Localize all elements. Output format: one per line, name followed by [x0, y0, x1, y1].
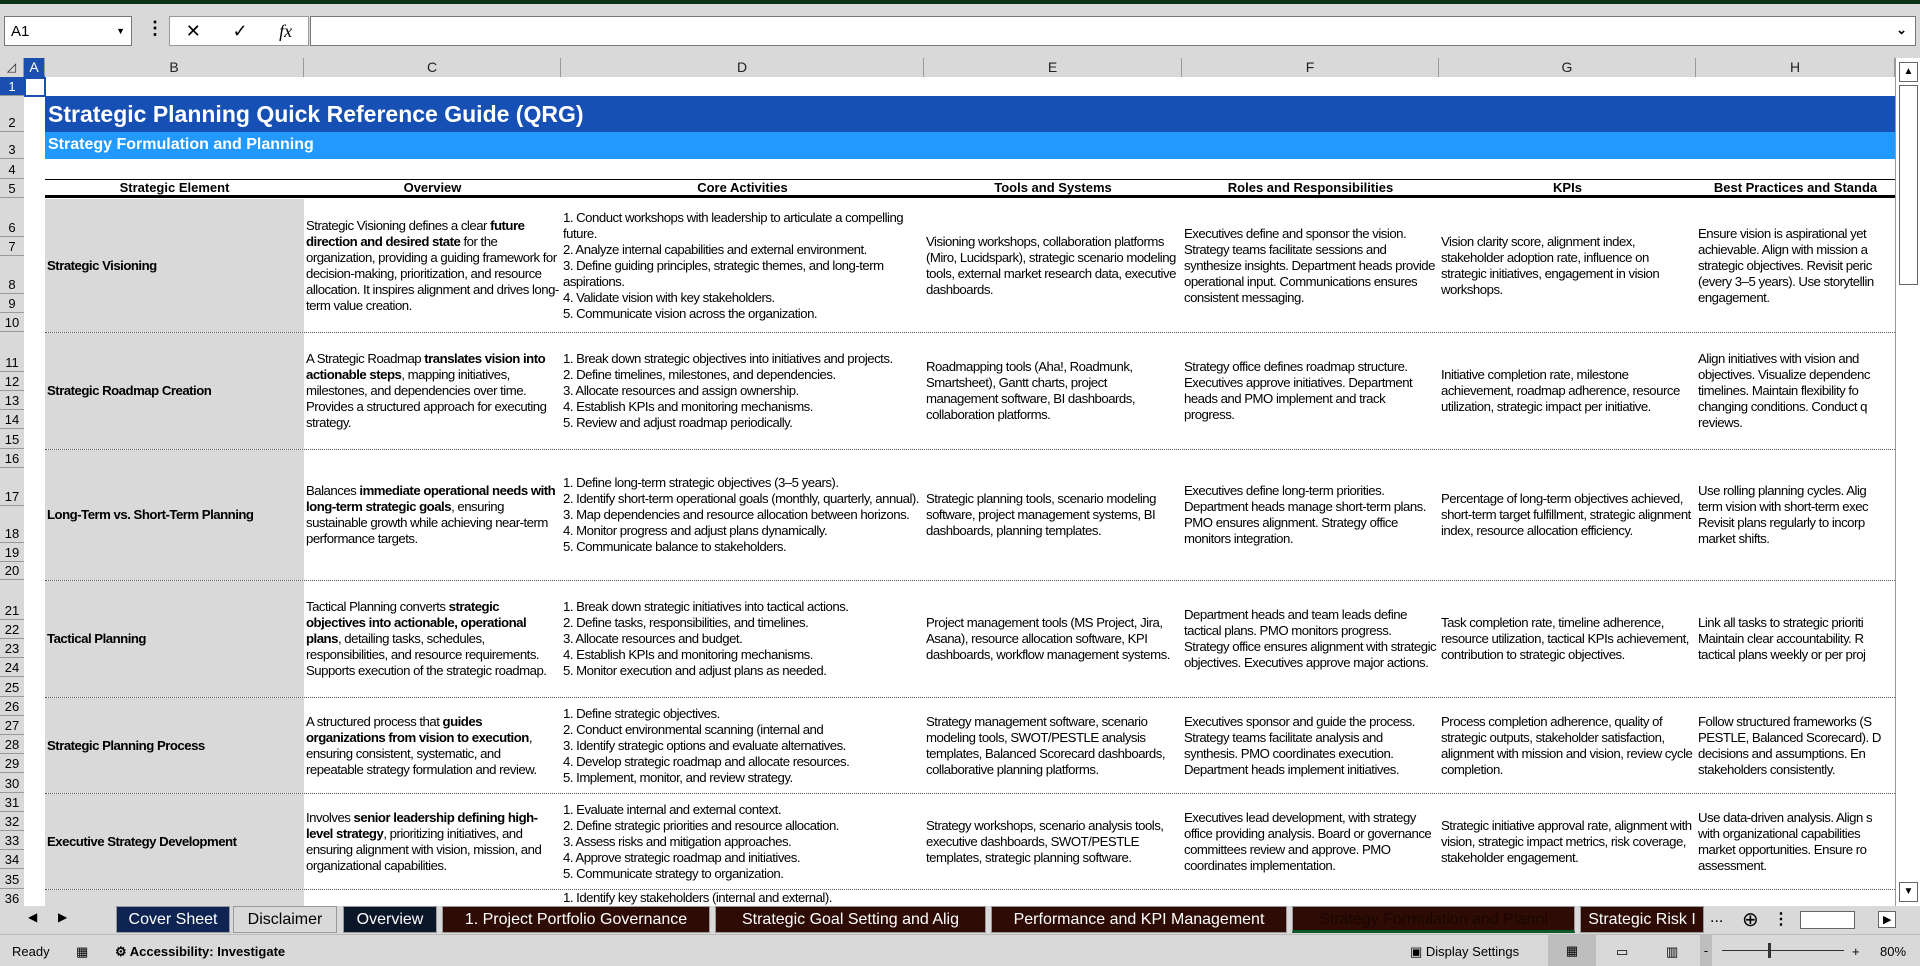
activity-item: 2. Define strategic priorities and resource allocation.: [563, 817, 839, 833]
row-header-24[interactable]: 24: [0, 658, 24, 677]
tools-cell[interactable]: [924, 890, 1182, 906]
header-overview: Overview: [403, 180, 462, 195]
activity-item: 4. Approve strategic roadmap and initiatives.: [563, 849, 800, 865]
activity-item: 1. Conduct workshops with leadership to articulate a compelling future.: [563, 209, 904, 241]
overview-cell[interactable]: [304, 794, 561, 889]
section-subtitle: Strategy Formulation and Planning: [45, 132, 1895, 159]
overview-bold-text: future direction and desired state: [306, 217, 525, 249]
status-ready: Ready: [12, 944, 50, 959]
row-header-29[interactable]: 29: [0, 754, 24, 773]
accessibility-icon: ⚙: [115, 944, 130, 959]
activity-item: 3. Allocate resources and budget.: [563, 631, 743, 646]
activity-item: 2. Analyze internal capabilities and external environment.: [563, 241, 867, 257]
roles-cell[interactable]: [1182, 698, 1439, 793]
activity-item: 1. Define long-term strategic objectives (3–5 years).: [563, 475, 839, 490]
activity-item: 4. Develop strategic roadmap and allocate resources.: [563, 753, 850, 769]
row-header-33[interactable]: 33: [0, 831, 24, 850]
insert-function-icon[interactable]: fx: [279, 20, 293, 41]
activity-item: 5. Communicate balance to stakeholders.: [563, 539, 787, 554]
best-practices-cell-text: Align initiatives with vision and objectives. Visualize dependenc timelines. Maintain flexibility fo changing conditions. Conduct q reviews.: [1698, 351, 1870, 430]
element-cell[interactable]: [45, 333, 304, 449]
activity-item: 1. Define strategic objectives.: [563, 705, 720, 721]
column-header-g[interactable]: G: [1439, 58, 1696, 77]
column-header-e[interactable]: E: [924, 58, 1182, 77]
kpis-cell-text: Process completion adherence, quality of strategic outputs, stakeholder satisfaction, alignment with mission and vision, review cycle completion.: [1441, 713, 1693, 777]
activity-item: 1. Evaluate internal and external context.: [563, 801, 781, 817]
row-header-22[interactable]: 22: [0, 620, 24, 639]
zoom-slider[interactable]: [1722, 950, 1844, 951]
activity-item: 1. Break down strategic objectives into initiatives and projects.: [563, 351, 893, 366]
enter-icon[interactable]: ✓: [232, 20, 248, 41]
add-sheet-icon[interactable]: ⊕: [1742, 909, 1759, 931]
header-kpis: KPIs: [1553, 180, 1582, 195]
guide-title: Strategic Planning Quick Reference Guide (QRG): [45, 96, 1895, 132]
overview-text: for the organization, providing a guiding framework for decision-making, prioritization, and resource allocation. It inspires alignment and drives long-term value creation.: [306, 233, 559, 313]
overview-text: Strategic Visioning defines a clear: [306, 217, 491, 233]
horizontal-scrollbar[interactable]: [1800, 911, 1855, 929]
roles-cell-text: Executives define long-term priorities. Department heads manage short-term plans. PMO ensures alignment. Strategy office monitors integration.: [1184, 483, 1426, 546]
kpis-cell[interactable]: [1439, 333, 1696, 449]
kpis-cell-text: Strategic initiative approval rate, alignment with vision, strategic impact metrics, risk coverage, stakeholder engagement.: [1441, 817, 1692, 865]
activity-item: 4. Monitor progress and adjust plans dynamically.: [563, 523, 828, 538]
tools-cell[interactable]: [924, 698, 1182, 793]
row-header-2[interactable]: 2: [0, 96, 24, 132]
best-practices-cell-text: Link all tasks to strategic prioriti Maintain clear accountability. R tactical plans weekly or per proj: [1698, 615, 1866, 662]
name-box-value: A1: [11, 23, 30, 40]
zoom-in-button[interactable]: +: [1852, 944, 1860, 959]
row-header-9[interactable]: 9: [0, 294, 24, 313]
element-cell-text: Strategic Roadmap Creation: [47, 383, 212, 398]
scroll-down-icon[interactable]: ▼: [1899, 882, 1918, 902]
row-header-8[interactable]: 8: [0, 256, 24, 294]
element-cell-text: Tactical Planning: [47, 631, 146, 646]
tools-cell[interactable]: [924, 794, 1182, 889]
macro-record-icon[interactable]: ▦: [76, 944, 89, 959]
tools-cell[interactable]: [924, 581, 1182, 697]
tools-cell-text: Strategic planning tools, scenario modeling software, project management systems, BI dashboards, planning templates.: [926, 491, 1156, 538]
header-best-practices: Best Practices and Standa: [1713, 180, 1878, 195]
kpis-cell[interactable]: [1439, 581, 1696, 697]
column-header-b[interactable]: B: [45, 58, 304, 77]
table-row: [45, 199, 1895, 333]
row-header-20[interactable]: 20: [0, 562, 24, 580]
table-row: [45, 890, 1895, 906]
roles-cell-text: Executives sponsor and guide the process. Strategy teams facilitate analysis and synthesis. PMO coordinates execution. Department heads implement initiatives.: [1184, 713, 1415, 777]
name-box[interactable]: [4, 16, 132, 46]
activity-item: 4. Validate vision with key stakeholders.: [563, 289, 775, 305]
zoom-level[interactable]: 80%: [1880, 944, 1907, 959]
overview-cell[interactable]: [304, 890, 561, 906]
sheet-tab[interactable]: Performance and KPI Management: [991, 906, 1287, 933]
table-row: [45, 333, 1895, 450]
row-header-30[interactable]: 30: [0, 773, 24, 793]
header-roles: Roles and Responsibilities: [1227, 180, 1394, 195]
column-header-d[interactable]: D: [561, 58, 924, 77]
page-break-view-icon[interactable]: ▥: [1666, 944, 1679, 959]
row-header-16[interactable]: 16: [0, 449, 24, 468]
table-row: [45, 581, 1895, 698]
element-cell[interactable]: [45, 890, 304, 906]
activities-cell[interactable]: [561, 698, 924, 793]
row-header-3[interactable]: 3: [0, 132, 24, 159]
best-practices-cell[interactable]: [1696, 333, 1895, 449]
activity-item: 1. Identify key stakeholders (internal and external).: [563, 890, 832, 905]
column-headers: [0, 58, 1895, 77]
row-headers: [0, 77, 24, 906]
kpis-cell[interactable]: [1439, 890, 1696, 906]
header-core-activities: Core Activities: [697, 180, 788, 195]
sheet-tab-bar: [0, 906, 1920, 934]
scroll-thumb[interactable]: [1899, 85, 1918, 285]
roles-cell-text: Executives define and sponsor the vision. Strategy teams facilitate sessions and synthesize insights. Department heads provide operational input. Communications ensures consistent messaging.: [1184, 225, 1435, 305]
row-header-1[interactable]: 1: [0, 77, 24, 96]
tools-cell-text: Strategy management software, scenario modeling tools, SWOT/PESTLE analysis templates, Balanced Scorecard dashboards, collaborative planning platforms.: [926, 713, 1166, 777]
status-bar: [0, 934, 1920, 966]
element-cell[interactable]: [45, 199, 304, 332]
activity-item: 2. Identify short-term operational goals (monthly, quarterly, annual).: [563, 491, 919, 506]
more-icon[interactable]: ⋮: [146, 18, 164, 38]
header-tools: Tools and Systems: [994, 180, 1112, 195]
best-practices-cell[interactable]: [1696, 199, 1895, 332]
kpis-cell[interactable]: [1439, 199, 1696, 332]
activity-item: 5. Communicate vision across the organization.: [563, 305, 818, 321]
overview-text: Balances: [306, 483, 360, 498]
row-header-10[interactable]: 10: [0, 313, 24, 332]
worksheet-grid[interactable]: [24, 77, 1895, 906]
roles-cell[interactable]: [1182, 794, 1439, 889]
next-sheet-icon[interactable]: ▶: [58, 910, 68, 924]
element-cell-text: Strategic Visioning: [47, 257, 157, 273]
activities-cell[interactable]: [561, 450, 924, 580]
roles-cell[interactable]: [1182, 450, 1439, 580]
overview-text: , ensuring sustainable growth while achieving near-term performance targets.: [306, 499, 548, 546]
row-header-27[interactable]: 27: [0, 716, 24, 735]
best-practices-cell[interactable]: [1696, 450, 1895, 580]
select-all-button[interactable]: ◿: [0, 58, 24, 77]
activity-item: 3. Map dependencies and resource allocation between horizons.: [563, 507, 910, 522]
element-cell[interactable]: [45, 698, 304, 793]
overview-bold-text: guides organizations from vision to execution: [306, 713, 529, 745]
column-header-f[interactable]: F: [1182, 58, 1439, 77]
roles-cell[interactable]: [1182, 333, 1439, 449]
activity-item: 5. Monitor execution and adjust plans as needed.: [563, 663, 827, 678]
overview-text: , detailing tasks, schedules, responsibilities, and resource requirements. Supports execution of the strategic roadmap.: [306, 631, 547, 678]
element-cell-text: Strategic Planning Process: [47, 737, 205, 753]
display-settings-label: Display Settings: [1425, 944, 1520, 959]
element-cell-text: Executive Strategy Development: [47, 833, 237, 849]
table-row: [45, 794, 1895, 890]
row-header-14[interactable]: 14: [0, 410, 24, 429]
roles-cell-text: Department heads and team leads define tactical plans. PMO monitors progress. Strategy office ensures alignment with strategic objectives. Executives approve major actions.: [1184, 607, 1437, 670]
row-header-15[interactable]: 15: [0, 429, 24, 449]
overview-bold-text: immediate operational needs with long-term strategic goals: [306, 483, 556, 514]
row-header-6[interactable]: 6: [0, 198, 24, 237]
activity-item: 2. Define timelines, milestones, and dependencies.: [563, 367, 836, 382]
more-sheets[interactable]: ...: [1710, 909, 1724, 926]
overview-text: Tactical Planning converts: [306, 599, 449, 614]
activities-cell[interactable]: [561, 890, 924, 906]
formula-buttons: [169, 16, 309, 46]
expand-formula-icon[interactable]: ⌄: [1896, 22, 1907, 37]
scroll-right-icon[interactable]: ▶: [1878, 911, 1896, 928]
activity-item: 3. Identify strategic options and evaluate alternatives.: [563, 737, 846, 753]
sheet-tab[interactable]: Overview: [343, 906, 437, 933]
activity-item: 5. Implement, monitor, and review strategy.: [563, 769, 793, 785]
table-body: [45, 199, 1895, 906]
title-bar: [0, 0, 1920, 4]
sheet-tab[interactable]: 1. Project Portfolio Governance: [442, 906, 710, 933]
activities-cell[interactable]: [561, 199, 924, 332]
overview-cell[interactable]: [304, 333, 561, 449]
roles-cell-text: Executives lead development, with strategy office providing analysis. Board or governance committees review and approve. PMO coordinates implementation.: [1184, 809, 1432, 873]
roles-cell[interactable]: [1182, 199, 1439, 332]
sheet-tab[interactable]: Strategic Risk I: [1580, 906, 1704, 933]
tools-cell[interactable]: [924, 450, 1182, 580]
row-header-18[interactable]: 18: [0, 506, 24, 543]
scroll-up-icon[interactable]: ▲: [1899, 62, 1918, 82]
row-header-17[interactable]: 17: [0, 468, 24, 506]
overview-text: , ensuring consistent, systematic, and repeatable strategy formulation and review.: [306, 729, 537, 777]
column-header-a[interactable]: A: [24, 58, 45, 77]
best-practices-cell-text: Ensure vision is aspirational yet achievable. Align with mission a strategic objectives. Revisit peric (every 3–5 years). Use storytellin engagement.: [1698, 225, 1874, 305]
row-header-12[interactable]: 12: [0, 372, 24, 391]
row-header-19[interactable]: 19: [0, 543, 24, 562]
sheet-tab[interactable]: Strategy Formulation and Planni: [1292, 906, 1575, 933]
tools-cell-text: Visioning workshops, collaboration platforms (Miro, Lucidspark), strategic scenario modeling tools, external market research data, executive dashboards.: [926, 233, 1176, 297]
activity-item: 2. Conduct environmental scanning (internal and: [563, 721, 824, 737]
kpis-cell-text: Task completion rate, timeline adherence, resource utilization, tactical KPIs achievement, contribution to strategic objectives.: [1441, 615, 1689, 662]
best-practices-cell[interactable]: [1696, 890, 1895, 906]
best-practices-cell-text: Use rolling planning cycles. Alig term vision with short-term exec Revisit plans regularly to incorp market shifts.: [1698, 483, 1869, 546]
row-header-26[interactable]: 26: [0, 697, 24, 716]
activity-item: 3. Allocate resources and assign ownership.: [563, 383, 799, 398]
tools-cell[interactable]: [924, 199, 1182, 332]
element-cell[interactable]: [45, 450, 304, 580]
overview-bold-text: strategic objectives into actionable, operational plans: [306, 599, 527, 646]
row-header-23[interactable]: 23: [0, 639, 24, 658]
activity-item: 5. Review and adjust roadmap periodically.: [563, 415, 793, 430]
formula-input[interactable]: [310, 16, 1916, 46]
more-icon[interactable]: ⋮: [1773, 911, 1789, 928]
overview-cell[interactable]: [304, 199, 561, 332]
kpis-cell-text: Vision clarity score, alignment index, stakeholder adoption rate, influence on strategic initiatives, engagement in vision workshops.: [1441, 233, 1660, 297]
element-cell[interactable]: [45, 581, 304, 697]
activities-cell[interactable]: [561, 794, 924, 889]
row-header-32[interactable]: 32: [0, 812, 24, 831]
row-header-21[interactable]: 21: [0, 580, 24, 620]
kpis-cell-text: Percentage of long-term objectives achieved, short-term target fulfillment, strategic alignment index, resource allocation efficiency.: [1441, 491, 1691, 538]
row-header-36[interactable]: 36: [0, 889, 24, 906]
best-practices-cell[interactable]: [1696, 581, 1895, 697]
normal-view-icon[interactable]: ▦: [1548, 935, 1596, 966]
roles-cell-text: Strategy office defines roadmap structure. Executives approve initiatives. Department heads and PMO implement and track progress.: [1184, 359, 1413, 422]
sheet-tab[interactable]: Disclaimer: [233, 906, 337, 933]
zoom-slider-thumb[interactable]: [1768, 943, 1771, 958]
kpis-cell-text: Initiative completion rate, milestone achievement, roadmap adherence, resource utilization, strategic impact per initiative.: [1441, 367, 1680, 414]
active-cell-a1[interactable]: [24, 77, 46, 97]
overview-text: Involves: [306, 809, 354, 825]
overview-text: A structured process that: [306, 713, 443, 729]
display-settings[interactable]: [1410, 944, 1519, 960]
table-row: [45, 698, 1895, 794]
activity-item: 4. Establish KPIs and monitoring mechanisms.: [563, 399, 813, 414]
overview-cell[interactable]: [304, 581, 561, 697]
activity-item: 2. Define tasks, responsibilities, and timelines.: [563, 615, 809, 630]
best-practices-cell[interactable]: [1696, 698, 1895, 793]
row-header-4[interactable]: 4: [0, 159, 24, 179]
element-cell[interactable]: [45, 794, 304, 889]
overview-bold-text: translates vision into actionable steps: [306, 351, 546, 382]
overview-text: , prioritizing initiatives, and ensuring alignment with vision, mission, and organizational capabilities.: [306, 825, 542, 873]
tools-cell-text: Project management tools (MS Project, Jira, Asana), resource allocation software, KPI dashboards, workflow management systems.: [926, 615, 1170, 662]
cancel-icon[interactable]: ✕: [185, 20, 201, 41]
activity-item: 1. Break down strategic initiatives into tactical actions.: [563, 599, 849, 614]
overview-text: , mapping initiatives, milestones, and dependencies over time. Provides a structured approach for executing strategy.: [306, 367, 547, 430]
kpis-cell[interactable]: [1439, 698, 1696, 793]
activities-cell[interactable]: [561, 333, 924, 449]
prev-sheet-icon[interactable]: ◀: [28, 910, 38, 924]
kpis-cell[interactable]: [1439, 450, 1696, 580]
row-header-5[interactable]: 5: [0, 179, 24, 198]
element-cell-text: Long-Term vs. Short-Term Planning: [47, 507, 254, 522]
column-header-c[interactable]: C: [304, 58, 561, 77]
roles-cell[interactable]: [1182, 581, 1439, 697]
overview-cell[interactable]: [304, 698, 561, 793]
tools-cell[interactable]: [924, 333, 1182, 449]
row-header-13[interactable]: 13: [0, 391, 24, 410]
header-strategic-element: Strategic Element: [119, 180, 230, 195]
roles-cell[interactable]: [1182, 890, 1439, 906]
best-practices-cell-text: Follow structured frameworks (S PESTLE, Balanced Scorecard). D decisions and assumptions. En stakeholders consistently.: [1698, 713, 1881, 777]
best-practices-cell[interactable]: [1696, 794, 1895, 889]
table-header-row: [45, 179, 1895, 198]
overview-cell[interactable]: [304, 450, 561, 580]
zoom-out-button[interactable]: -: [1700, 935, 1712, 966]
table-row: [45, 450, 1895, 581]
overview-text: A Strategic Roadmap: [306, 351, 425, 366]
activity-item: 3. Define guiding principles, strategic themes, and long-term aspirations.: [563, 257, 884, 289]
row-header-7[interactable]: 7: [0, 237, 24, 256]
sheet-tab[interactable]: Cover Sheet: [116, 906, 230, 933]
activities-cell[interactable]: [561, 581, 924, 697]
tools-cell-text: Strategy workshops, scenario analysis tools, executive dashboards, SWOT/PESTLE templates, strategic planning software.: [926, 817, 1164, 865]
activity-item: 3. Assess risks and mitigation approaches.: [563, 833, 792, 849]
kpis-cell[interactable]: [1439, 794, 1696, 889]
row-header-35[interactable]: 35: [0, 869, 24, 889]
row-header-11[interactable]: 11: [0, 332, 24, 372]
sheet-tab[interactable]: Strategic Goal Setting and Alig: [715, 906, 986, 933]
overview-bold-text: senior leadership defining high-level strategy: [306, 809, 538, 841]
best-practices-cell-text: Use data-driven analysis. Align s with organizational capabilities market opportunities. Ensure ro assessment.: [1698, 809, 1873, 873]
accessibility-label: Accessibility: Investigate: [129, 944, 286, 959]
page-layout-view-icon[interactable]: ▭: [1616, 944, 1629, 959]
activity-item: 5. Communicate strategy to organization.: [563, 865, 784, 881]
row-header-31[interactable]: 31: [0, 793, 24, 812]
tools-cell-text: Roadmapping tools (Aha!, Roadmunk, Smartsheet), Gantt charts, project management software, BI dashboards, collaboration platforms.: [926, 359, 1136, 422]
column-header-h[interactable]: H: [1696, 58, 1895, 77]
accessibility-status[interactable]: [115, 944, 285, 960]
vertical-scrollbar[interactable]: [1895, 58, 1920, 906]
row-header-25[interactable]: 25: [0, 677, 24, 697]
row-header-28[interactable]: 28: [0, 735, 24, 754]
chevron-down-icon[interactable]: ▼: [116, 26, 125, 36]
activity-item: 4. Establish KPIs and monitoring mechanisms.: [563, 647, 813, 662]
display-icon: ▣: [1410, 944, 1426, 959]
row-header-34[interactable]: 34: [0, 850, 24, 869]
